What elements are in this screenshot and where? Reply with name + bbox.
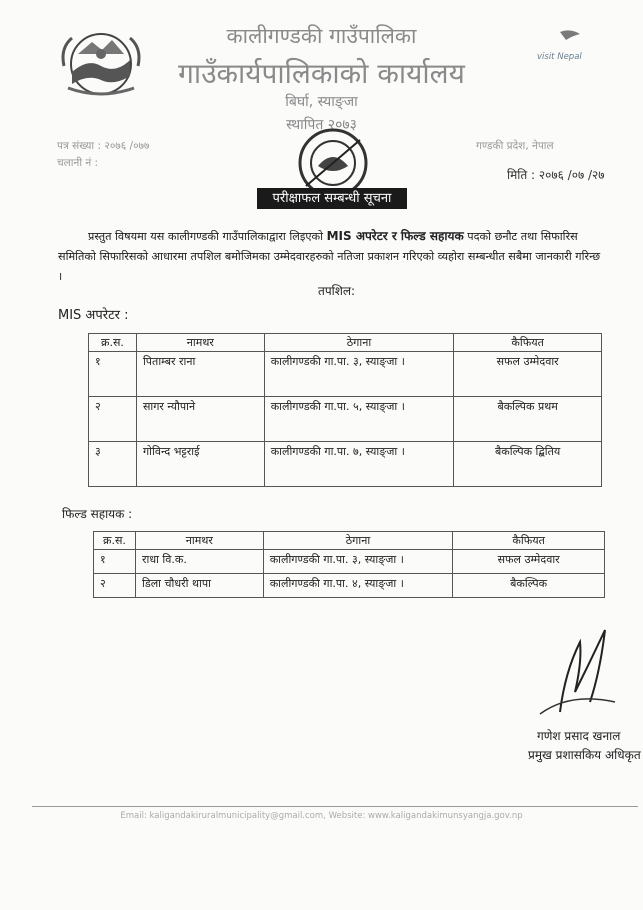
body-text-bold: MIS अपरेटर र फिल्ड सहायक [326,229,464,243]
column-header-name: नामथर [135,532,263,550]
row-address: कालीगण्डकी गा.पा. ७, स्याङ्जा । [264,442,454,487]
column-header-address: ठेगाना [263,532,453,550]
row-address: कालीगण्डकी गा.पा. ५, स्याङ्जा । [264,397,454,442]
province-address: गण्डकी प्रदेश, नेपाल [476,140,554,152]
row-name: गोविन्द भट्टराई [136,442,264,487]
footer-divider [32,806,638,807]
column-header-sn: क्र.स. [94,532,136,550]
mis-result-table [88,333,602,487]
row-sn: २ [94,574,136,598]
office-location: बिर्घा, स्याङ्जा [285,94,358,110]
column-header-remark: कैफियत [453,532,605,550]
table-row [89,442,602,487]
municipality-name: कालीगण्डकी गाउँपालिका [226,24,417,48]
field-assistant-result-table [93,531,605,598]
table-row [89,397,602,442]
column-header-remark: कैफियत [454,334,602,352]
visit-nepal-logo [530,28,600,72]
row-name: राधा वि.क. [135,550,263,574]
row-sn: १ [94,550,136,574]
notice-date: मिति : २०७६ /०७ /२७ [507,168,605,182]
row-address: कालीगण्डकी गा.पा. ४, स्याङ्जा । [263,574,453,598]
row-address: कालीगण्डकी गा.पा. ३, स्याङ्जा । [263,550,453,574]
column-header-sn: क्र.स. [89,334,137,352]
row-sn: २ [89,397,137,442]
reference-number: पत्र संख्या : २०७६ /०७७ [57,140,150,152]
row-sn: १ [89,352,137,397]
row-name: डिला चौधरी थापा [135,574,263,598]
body-text-after: पदको छनौट तथा सिफारिस समितिको सिफारिसको आधारमा तपशिल बमोजिमका उम्मेदवारहरुको नतिजा प्रकाशन गरिएको व्यहोरा सम्बन्धीत सबैमा जानकारी गरिन्छ । [58,230,601,283]
notice-title: परीक्षाफल सम्बन्धी सूचना [257,188,407,209]
mis-operator-heading: MIS अपरेटर : [58,308,129,323]
visit-nepal-text: visit Nepal [537,52,582,62]
office-name: गाउँकार्यपालिकाको कार्यालय [178,57,465,90]
row-sn: ३ [89,442,137,487]
row-remark: बैकल्पिक प्रथम [454,397,602,442]
row-remark: सफल उम्मेदवार [453,550,605,574]
established-text: स्थापित २०७३ [286,117,357,133]
row-remark: सफल उम्मेदवार [454,352,602,397]
table-row [89,352,602,397]
notice-body [58,226,606,287]
column-header-address: ठेगाना [264,334,454,352]
row-remark: बैकल्पिक [453,574,605,598]
signatory-name: गणेश प्रसाद खनाल [537,729,621,743]
row-name: पिताम्बर राना [136,352,264,397]
body-text-before: प्रस्तुत विषयमा यस कालीगण्डकी गाउँपालिकाद्वारा लिइएको [88,230,327,243]
signatory-title: प्रमुख प्रशासकिय अधिकृत [528,748,641,762]
details-label: तपशिल: [318,284,356,298]
field-assistant-heading: फिल्ड सहायक : [62,507,133,521]
row-address: कालीगण्डकी गा.पा. ३, स्याङ्जा । [264,352,454,397]
table-row [94,550,605,574]
row-remark: बैकल्पिक द्बितिय [454,442,602,487]
table-row [94,574,605,598]
dispatch-number: चलानी नं : [57,157,99,169]
column-header-name: नामथर [136,334,264,352]
row-name: सागर न्यौपाने [136,397,264,442]
footer-contact: Email: kaligandakiruralmunicipality@gmail.com, Website: www.kaligandakimunsyangja.gov.np [120,811,523,821]
signature-mark [520,622,620,722]
